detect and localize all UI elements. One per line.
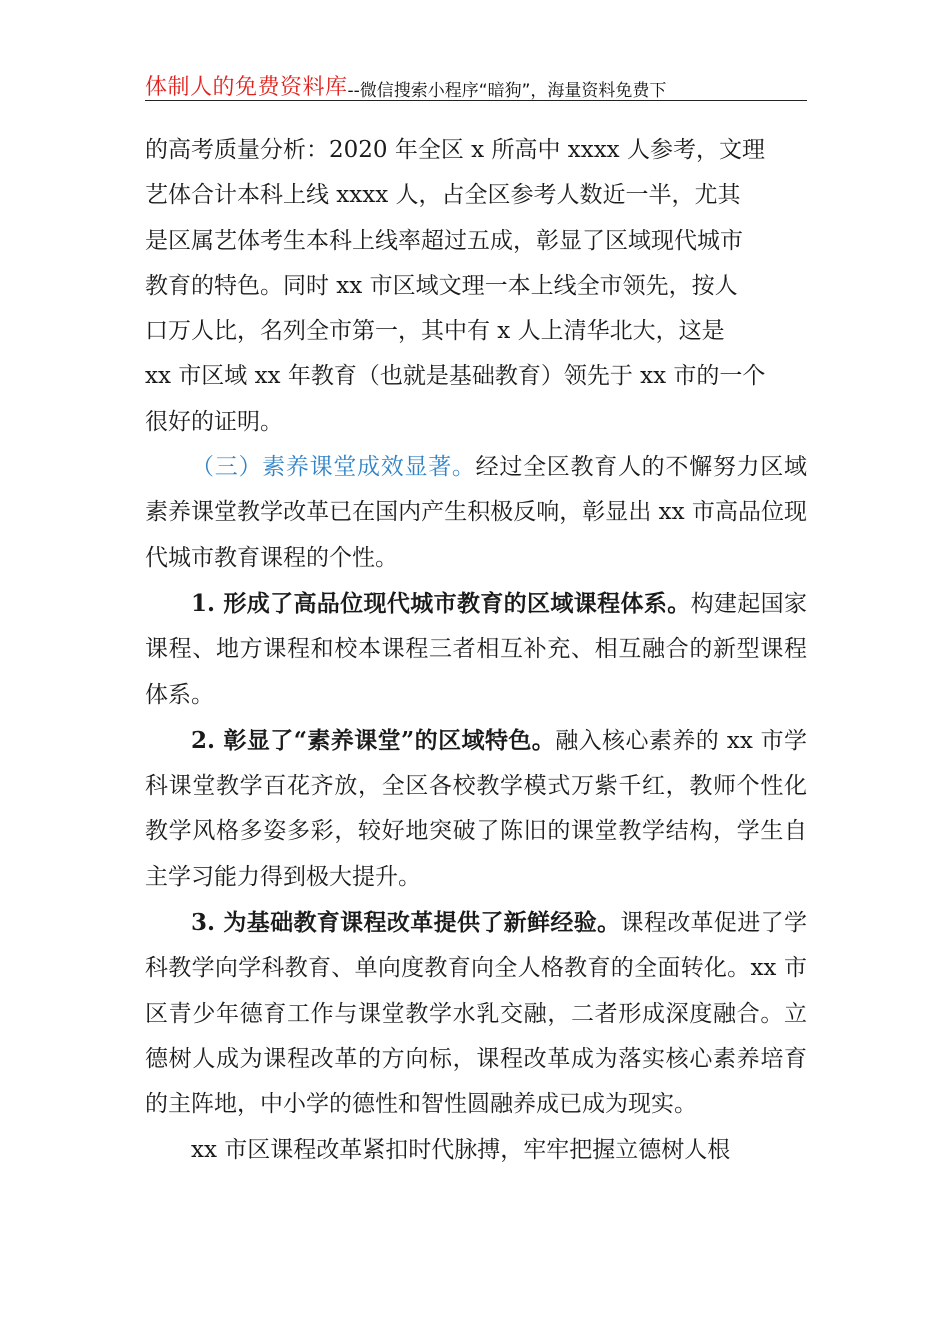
section-3-heading: （三）素养课堂成效显著。 — [191, 454, 476, 481]
item-3-body: 课程改革促进了学科教学向学科教育、单向度教育向全人格教育的全面转化。xx 市区青少年德育工作与课堂教学水乳交融，二者形成深度融合。立德树人成为课程改革的方向标，课程改革成为落实核心素养培育的主阵地，中小学的德性和智性圆融养成已成为现实。 — [145, 910, 807, 1118]
item-1-body: 构建起国家课程、地方课程和校本课程三者相互补充、相互融合的新型课程体系。 — [145, 590, 807, 708]
paragraph-item-3 — [145, 900, 807, 1127]
text-line: 艺体合计本科上线 xxxx 人，占全区参考人数近一半，尤其 — [145, 182, 741, 209]
item-3-heading: 3. 为基础教育课程改革提供了新鲜经验。 — [191, 909, 621, 937]
text-line: 的高考质量分析：2020 年全区 x 所高中 xxxx 人参考，文理 — [145, 137, 765, 163]
item-1-heading: 1. 形成了高品位现代城市教育的区域课程体系。 — [191, 589, 691, 617]
paragraph-exam-analysis — [145, 128, 807, 445]
document-body — [145, 128, 807, 1173]
item-2-body: 融入核心素养的 xx 市学科课堂教学百花齐放，全区各校教学模式万紫千红，教师个性化教学风格多姿多彩，较好地突破了陈旧的课堂教学结构，学生自主学习能力得到极大提升。 — [145, 727, 807, 890]
header-brand: 体制人的免费资料库 — [145, 75, 348, 100]
text-line: xx 市区域 xx 年教育（也就是基础教育）领先于 xx 市的一个 — [145, 363, 766, 390]
page-header — [145, 70, 807, 101]
text-line: 是区属艺体考生本科上线率超过五成，彰显了区域现代城市 — [145, 227, 743, 254]
paragraph-item-1 — [145, 581, 807, 718]
header-slogan: --微信搜索小程序“暗狗”，海量资料免费下 — [347, 81, 667, 101]
item-2-heading: 2. 彰显了“素养课堂”的区域特色。 — [191, 726, 556, 754]
paragraph-closing: xx 市区课程改革紧扣时代脉搏，牢牢把握立德树人根 — [191, 1136, 731, 1163]
paragraph-item-2 — [145, 718, 807, 900]
section-3-body: 经过全区教育人的不懈努力区域素养课堂教学改革已在国内产生积极反响，彰显出 xx 市高品位现代城市教育课程的个性。 — [145, 454, 808, 571]
text-line: 口万人比，名列全市第一，其中有 x 人上清华北大，这是 — [145, 318, 725, 345]
paragraph-section-3 — [145, 445, 807, 581]
text-line: 教育的特色。同时 xx 市区域文理一本上线全市领先，按人 — [145, 272, 738, 299]
text-line: 很好的证明。 — [145, 408, 283, 435]
